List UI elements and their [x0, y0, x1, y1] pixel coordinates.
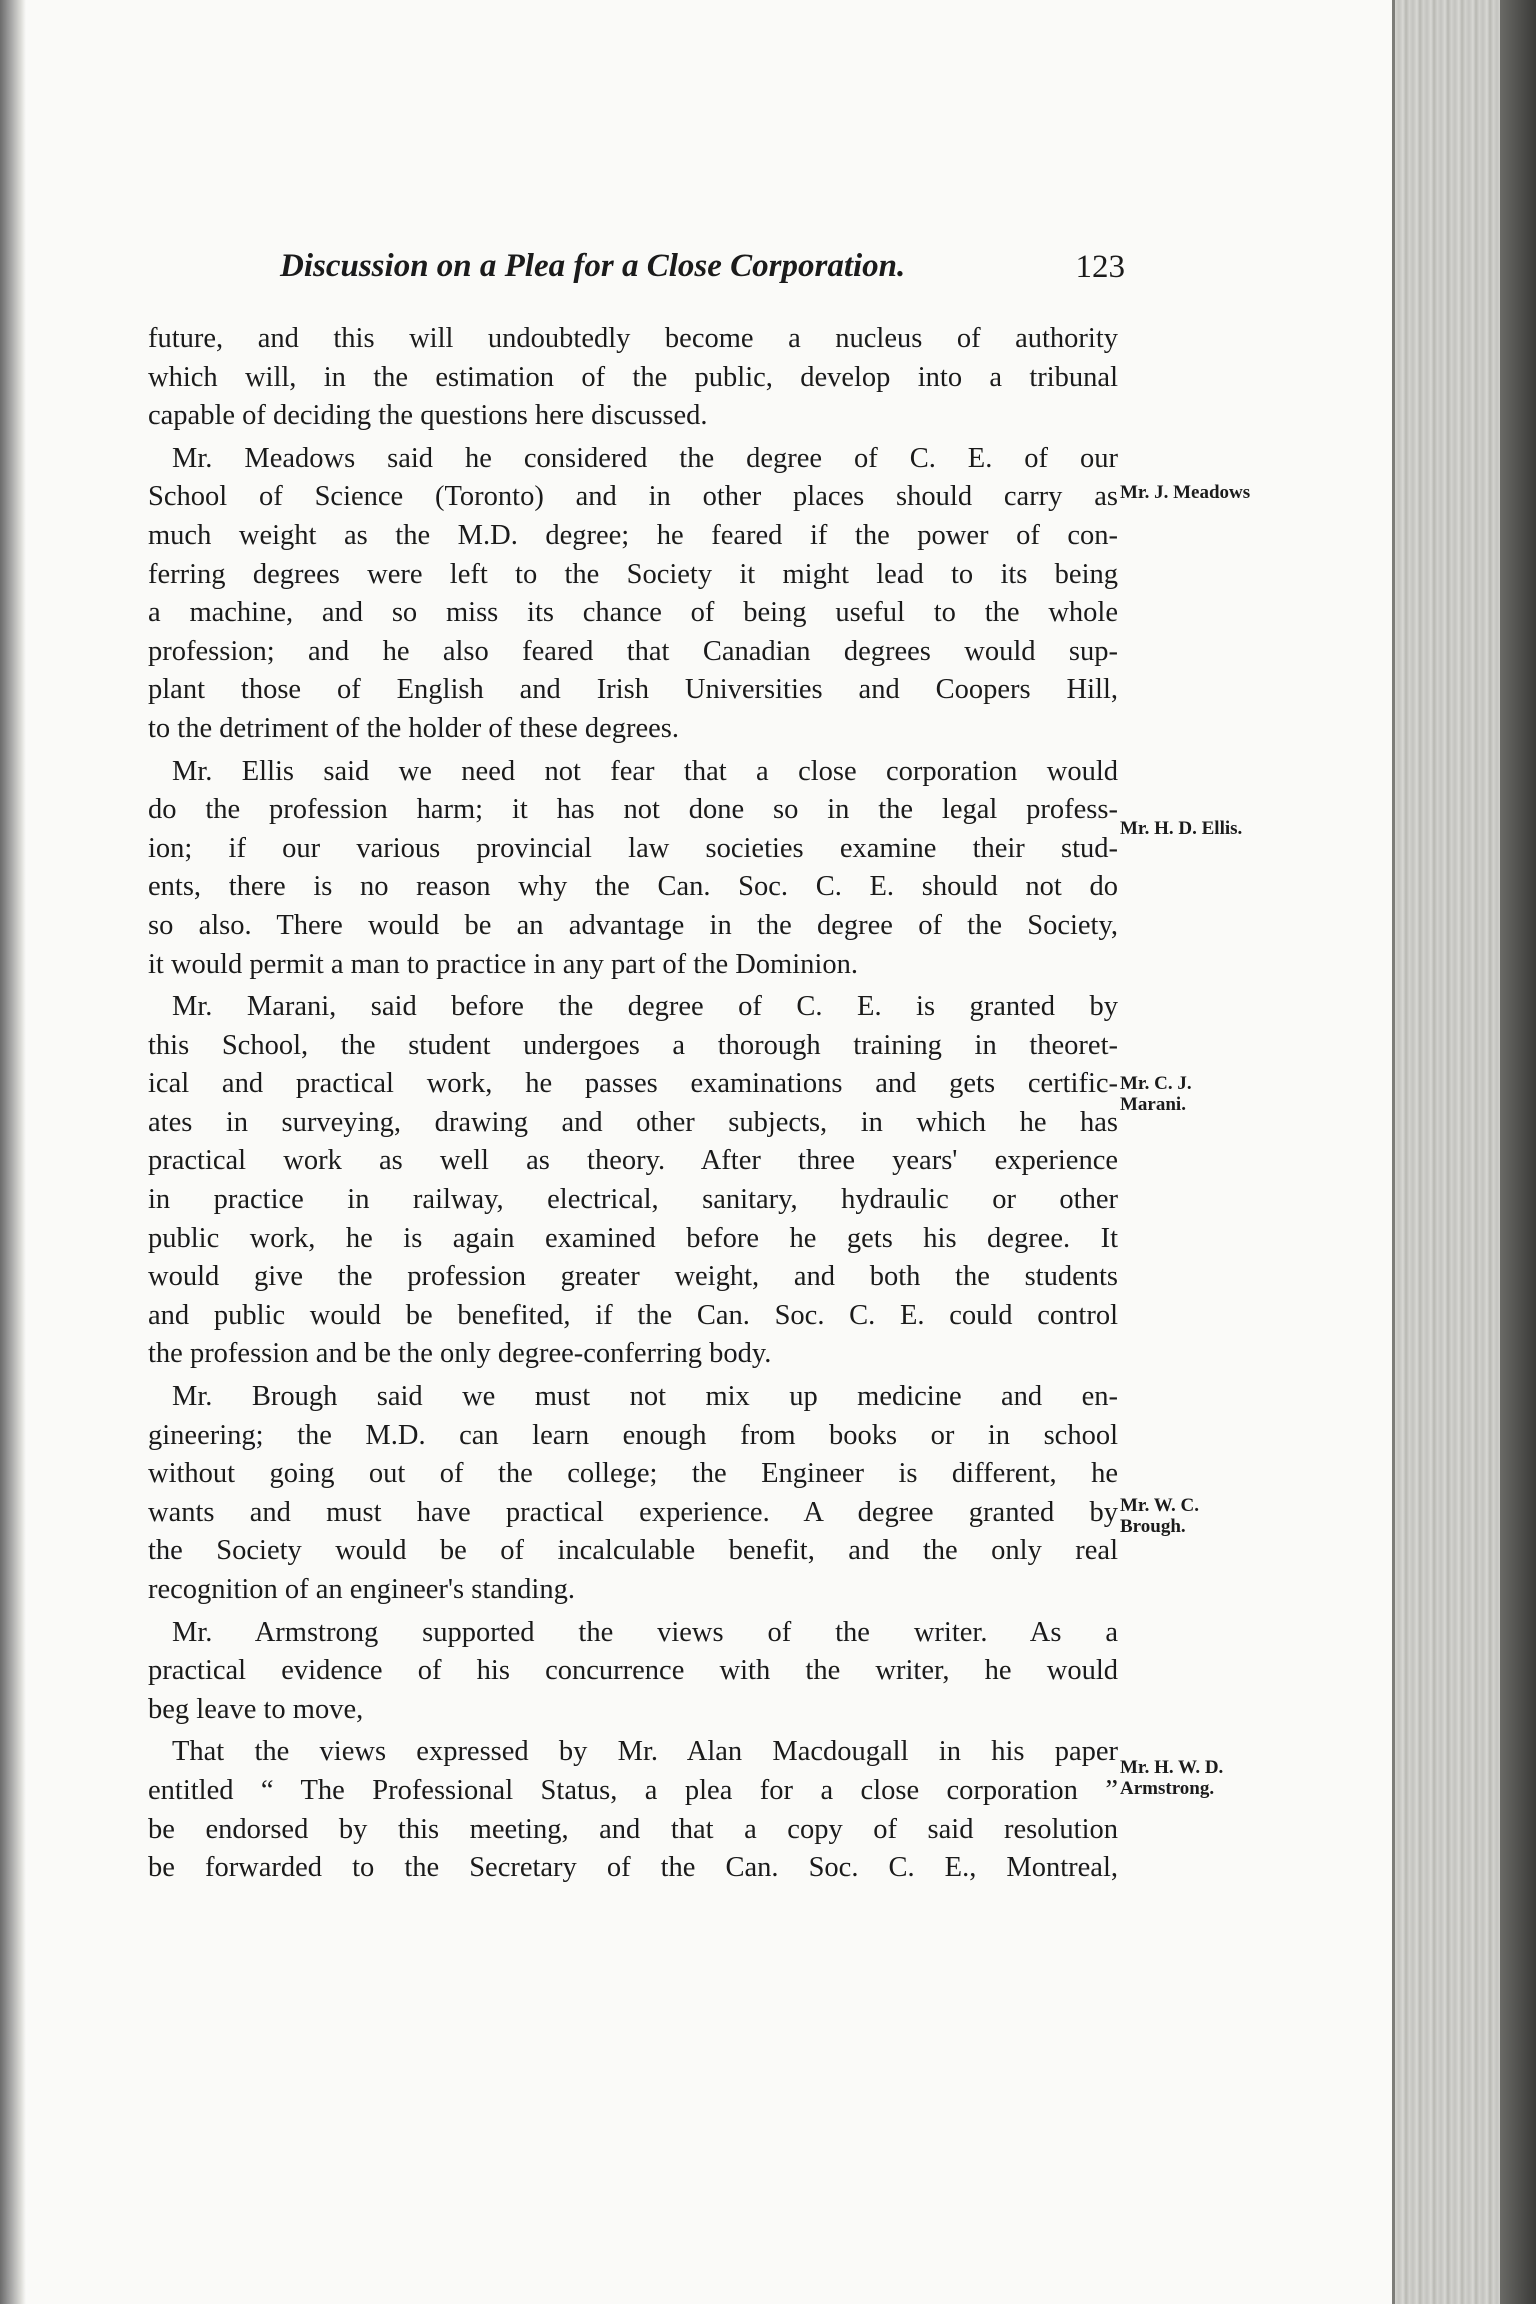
- text-line: without going out of the college; the Engineer is different, he: [148, 1458, 1118, 1490]
- margin-note-meadows: Mr. J. Meadows: [1120, 482, 1251, 503]
- text-line: Mr. Meadows said he considered the degree of C. E. of our: [172, 442, 1118, 474]
- text-line: which will, in the estimation of the public, develop into a tribunal: [148, 361, 1118, 393]
- text-line: and public would be benefited, if the Can. Soc. C. E. could control: [148, 1299, 1118, 1331]
- text-line: ion; if our various provincial law societies examine their stud-: [148, 832, 1118, 864]
- text-line: future, and this will undoubtedly become a nucleus of authority: [148, 323, 1118, 354]
- paragraph: [148, 988, 1118, 1374]
- paragraph: [148, 753, 1118, 985]
- text-line: practical work as well as theory. After three years' experience: [148, 1145, 1118, 1177]
- text-line: the Society would be of incalculable benefit, and the only real: [148, 1535, 1118, 1567]
- text-line: this School, the student undergoes a thorough training in theoret-: [148, 1029, 1118, 1061]
- margin-note-armstrong: Mr. H. W. D. Armstrong.: [1120, 1757, 1224, 1799]
- text-line: recognition of an engineer's standing.: [148, 1574, 575, 1605]
- running-head: Discussion on a Plea for a Close Corporation.: [280, 248, 906, 284]
- paragraph: [148, 1378, 1118, 1610]
- text-line: much weight as the M.D. degree; he feared if the power of con-: [148, 519, 1118, 551]
- page-number: 123: [1075, 249, 1125, 285]
- text-line: be endorsed by this meeting, and that a copy of said resolution: [148, 1813, 1118, 1845]
- paragraph: [148, 440, 1118, 749]
- text-line: public work, he is again examined before he gets his degree. It: [148, 1222, 1118, 1254]
- text-line: the profession and be the only degree-conferring body.: [148, 1338, 772, 1370]
- text-line: practical evidence of his concurrence with the writer, he would: [148, 1655, 1118, 1687]
- text-line: be forwarded to the Secretary of the Can. Soc. C. E., Montreal,: [148, 1852, 1118, 1884]
- binding-shadow: [0, 0, 26, 2304]
- text-line: do the profession harm; it has not done so in the legal profess-: [148, 794, 1118, 826]
- text-line: entitled “ The Professional Status, a plea for a close corporation ”: [148, 1774, 1118, 1806]
- text-line: Mr. Armstrong supported the views of the writer. As a: [172, 1616, 1118, 1648]
- text-line: ates in surveying, drawing and other subjects, in which he has: [148, 1106, 1118, 1138]
- text-line: capable of deciding the questions here discussed.: [148, 400, 708, 432]
- text-line: Mr. Marani, said before the degree of C. E. is granted by: [172, 991, 1118, 1023]
- text-line: wants and must have practical experience. A degree granted by: [148, 1496, 1118, 1528]
- margin-note-ellis: Mr. H. D. Ellis.: [1120, 818, 1243, 839]
- paragraph: [148, 1733, 1118, 1887]
- paragraph: [148, 320, 1118, 436]
- paragraph: [148, 1614, 1118, 1730]
- text-line: profession; and he also feared that Canadian degrees would sup-: [148, 635, 1118, 667]
- text-line: Mr. Brough said we must not mix up medicine and en-: [172, 1381, 1118, 1413]
- text-line: plant those of English and Irish Universities and Coopers Hill,: [148, 674, 1118, 706]
- text-line: gineering; the M.D. can learn enough from books or in school: [148, 1419, 1118, 1451]
- text-line: Mr. Ellis said we need not fear that a close corporation would: [172, 755, 1118, 787]
- text-line: School of Science (Toronto) and in other places should carry as: [148, 481, 1118, 513]
- text-line: it would permit a man to practice in any part of the Dominion.: [148, 948, 858, 980]
- page-body: [148, 320, 1118, 1892]
- text-line: a machine, and so miss its chance of being useful to the whole: [148, 597, 1118, 629]
- text-line: would give the profession greater weight, and both the students: [148, 1261, 1118, 1293]
- margin-note-marani: Mr. C. J. Marani.: [1120, 1073, 1192, 1115]
- text-line: That the views expressed by Mr. Alan Macdougall in his paper: [172, 1736, 1118, 1768]
- text-line: ferring degrees were left to the Society it might lead to its being: [148, 558, 1118, 590]
- margin-note-brough: Mr. W. C. Brough.: [1120, 1495, 1200, 1537]
- text-line: beg leave to move,: [148, 1693, 364, 1725]
- text-line: in practice in railway, electrical, sanitary, hydraulic or other: [148, 1184, 1118, 1216]
- page-header: [280, 248, 1125, 298]
- text-line: ents, there is no reason why the Can. Soc. C. E. should not do: [148, 871, 1118, 903]
- text-line: ical and practical work, he passes examinations and gets certific-: [148, 1068, 1118, 1100]
- text-line: to the detriment of the holder of these degrees.: [148, 712, 680, 744]
- book-spine-shadow: [1500, 0, 1536, 2304]
- text-line: so also. There would be an advantage in the degree of the Society,: [148, 909, 1118, 941]
